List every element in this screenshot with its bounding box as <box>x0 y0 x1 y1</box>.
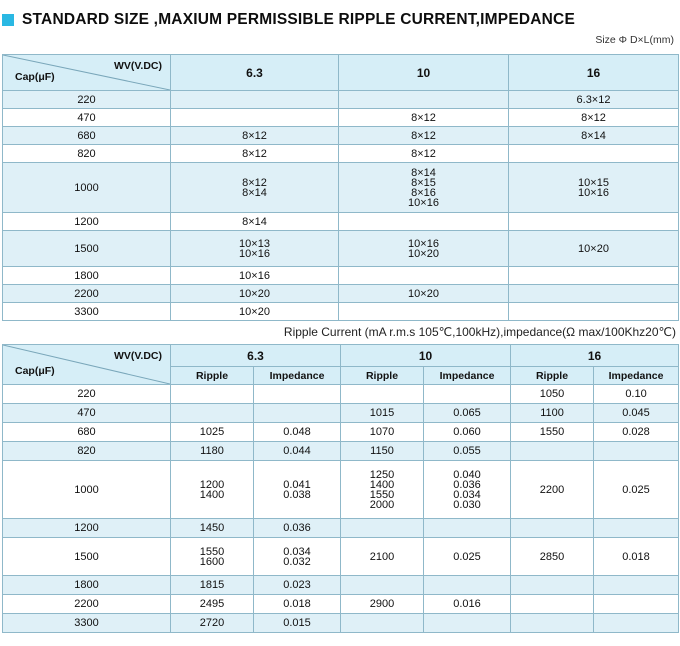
size-cell <box>171 303 339 321</box>
cell-value: 0.018 <box>622 550 650 563</box>
cell-value: 1015 <box>369 407 395 419</box>
size-cell <box>509 303 679 321</box>
cell-value: 1070 <box>369 426 395 438</box>
table-row <box>3 423 679 442</box>
cell-value: 8×14 <box>581 129 606 142</box>
cell-value: 0.023 <box>283 579 311 591</box>
size-cell <box>509 285 679 303</box>
capacitance-cell: 3300 <box>3 614 171 633</box>
capacitance-cell: 220 <box>3 91 171 109</box>
ripple-cell <box>341 442 424 461</box>
ripple-cell <box>341 404 424 423</box>
cell-value: 8×15 <box>411 176 436 189</box>
size-cell <box>339 163 509 213</box>
size-cell <box>339 231 509 267</box>
cell-value: 0.060 <box>453 426 481 438</box>
size-unit-note: Size Φ D×L(mm) <box>595 34 674 46</box>
size-cell <box>171 163 339 213</box>
impedance-cell <box>594 538 679 576</box>
table-row <box>3 595 679 614</box>
cell-value: 8×14 <box>411 166 436 179</box>
cell-value: 10×20 <box>408 287 439 300</box>
capacitance-cell: 1800 <box>3 576 171 595</box>
cell-value: 0.048 <box>283 426 311 438</box>
impedance-cell <box>594 385 679 404</box>
size-cell <box>509 267 679 285</box>
cell-value: 0.028 <box>622 426 650 438</box>
cell-value: 10×20 <box>239 287 270 300</box>
table-row <box>3 538 679 576</box>
table-row <box>3 576 679 595</box>
voltage-header-6.3: 6.3 <box>171 345 341 367</box>
impedance-cell <box>424 442 511 461</box>
cell-value: 2200 <box>539 483 565 496</box>
impedance-cell <box>594 614 679 633</box>
cell-value: 1100 <box>540 407 564 419</box>
impedance-cell <box>254 461 341 519</box>
voltage-header-6.3: 6.3 <box>171 55 339 91</box>
cell-value: 10×16 <box>239 269 270 282</box>
voltage-header-16: 16 <box>511 345 679 367</box>
voltage-header-10: 10 <box>341 345 511 367</box>
cell-value: 0.032 <box>283 555 311 568</box>
capacitance-cell: 470 <box>3 109 171 127</box>
ripple-cell <box>171 576 254 595</box>
size-cell <box>509 213 679 231</box>
standard-size-table <box>2 54 679 321</box>
ripple-cell <box>511 404 594 423</box>
cell-value: 1180 <box>200 445 224 457</box>
size-cell <box>339 267 509 285</box>
cell-value: 1200 <box>199 478 225 491</box>
cell-value: 0.041 <box>283 478 311 491</box>
ripple-cell <box>171 385 254 404</box>
ripple-cell <box>341 461 424 519</box>
size-cell <box>509 109 679 127</box>
cell-value: 6.3×12 <box>576 93 611 106</box>
title-square-icon <box>2 14 14 26</box>
impedance-cell <box>594 404 679 423</box>
capacitance-cell: 470 <box>3 404 171 423</box>
size-cell <box>171 127 339 145</box>
cell-value: 1025 <box>199 426 225 438</box>
impedance-cell <box>424 404 511 423</box>
cell-value: 10×16 <box>239 247 270 260</box>
cell-value: 2100 <box>369 550 395 563</box>
cell-value: 8×12 <box>411 147 436 160</box>
capacitance-cell: 3300 <box>3 303 171 321</box>
ripple-cell <box>511 538 594 576</box>
table-row <box>3 213 679 231</box>
cell-value: 0.036 <box>453 478 481 491</box>
size-cell <box>171 213 339 231</box>
cell-value: 1150 <box>370 445 394 457</box>
wv-cap-header-cell <box>3 345 171 385</box>
ripple-cell <box>171 423 254 442</box>
cell-value: 2720 <box>199 617 225 629</box>
cell-value: 2850 <box>539 550 565 563</box>
cell-value: 0.044 <box>283 445 311 457</box>
table-row <box>3 127 679 145</box>
cell-value: 8×14 <box>242 215 267 228</box>
ripple-cell <box>511 595 594 614</box>
impedance-cell <box>594 595 679 614</box>
cell-value: 0.065 <box>453 407 481 419</box>
table-row <box>3 385 679 404</box>
cell-value: 10×15 <box>578 176 609 189</box>
cell-value: 2900 <box>369 598 395 610</box>
ripple-cell <box>171 461 254 519</box>
impedance-cell <box>424 385 511 404</box>
cell-value: 0.045 <box>622 407 650 419</box>
capacitance-cell: 1500 <box>3 538 171 576</box>
table-row <box>3 267 679 285</box>
impedance-cell <box>254 576 341 595</box>
voltage-header-16: 16 <box>509 55 679 91</box>
capacitance-cell: 820 <box>3 442 171 461</box>
cell-value: 0.030 <box>453 498 481 511</box>
impedance-cell <box>254 595 341 614</box>
cell-value: 1400 <box>199 488 225 501</box>
impedance-cell <box>424 519 511 538</box>
ripple-cell <box>511 461 594 519</box>
page-title: STANDARD SIZE ,MAXIUM PERMISSIBLE RIPPLE CURRENT,IMPEDANCE <box>22 11 575 28</box>
cell-value: 0.015 <box>283 617 311 629</box>
ripple-cell <box>341 576 424 595</box>
ripple-table-body <box>3 385 679 633</box>
capacitance-cell: 680 <box>3 127 171 145</box>
ripple-cell <box>171 519 254 538</box>
table-row <box>3 91 679 109</box>
impedance-cell <box>424 423 511 442</box>
size-cell <box>509 145 679 163</box>
size-cell <box>171 267 339 285</box>
capacitance-cell: 680 <box>3 423 171 442</box>
capacitance-cell: 1200 <box>3 519 171 538</box>
size-cell <box>339 285 509 303</box>
cell-value: 2495 <box>199 598 225 610</box>
ripple-cell <box>341 595 424 614</box>
ripple-cell <box>511 614 594 633</box>
voltage-header-10: 10 <box>339 55 509 91</box>
wv-label: WV(V.DC) <box>113 350 162 362</box>
cell-value: 8×16 <box>411 186 436 199</box>
capacitance-cell: 820 <box>3 145 171 163</box>
capacitance-cell: 220 <box>3 385 171 404</box>
cell-value: 1550 <box>199 545 225 558</box>
cell-value: 0.055 <box>453 445 481 457</box>
ripple-cell <box>511 385 594 404</box>
impedance-cell <box>594 442 679 461</box>
table-row <box>3 303 679 321</box>
impedance-header: Impedance <box>424 367 511 385</box>
size-cell <box>171 91 339 109</box>
cell-value: 8×12 <box>242 147 267 160</box>
ripple-cell <box>341 423 424 442</box>
cell-value: 1050 <box>539 388 565 400</box>
cell-value: 0.040 <box>453 468 481 481</box>
cell-value: 10×20 <box>578 242 609 255</box>
table-row <box>3 519 679 538</box>
impedance-cell <box>254 404 341 423</box>
table-row <box>3 109 679 127</box>
impedance-cell <box>254 538 341 576</box>
impedance-cell <box>254 519 341 538</box>
cell-value: 0.034 <box>283 545 311 558</box>
size-cell <box>171 109 339 127</box>
wv-label: WV(V.DC) <box>113 60 162 72</box>
ripple-cell <box>171 614 254 633</box>
cell-value: 0.016 <box>453 598 481 610</box>
size-cell <box>171 145 339 163</box>
cell-value: 8×12 <box>581 111 606 124</box>
impedance-cell <box>424 576 511 595</box>
size-cell <box>339 145 509 163</box>
impedance-cell <box>254 423 341 442</box>
impedance-cell <box>424 538 511 576</box>
impedance-header: Impedance <box>254 367 341 385</box>
table-row <box>3 404 679 423</box>
cell-value: 0.018 <box>283 598 311 610</box>
cell-value: 0.025 <box>453 550 481 563</box>
size-cell <box>339 127 509 145</box>
table-row <box>3 285 679 303</box>
wv-cap-header-cell <box>3 55 171 91</box>
cell-value: 8×12 <box>242 129 267 142</box>
ripple-impedance-note: Ripple Current (mA r.m.s 105℃,100kHz),impedance(Ω max/100Khz20℃) <box>283 325 676 339</box>
size-cell <box>171 285 339 303</box>
capacitance-cell: 2200 <box>3 595 171 614</box>
impedance-cell <box>594 519 679 538</box>
table-row <box>3 461 679 519</box>
table-row <box>3 442 679 461</box>
cell-value: 1550 <box>539 426 565 438</box>
cell-value: 10×20 <box>408 247 439 260</box>
ripple-impedance-table <box>2 344 679 633</box>
capacitance-cell: 1000 <box>3 163 171 213</box>
impedance-cell <box>424 595 511 614</box>
ripple-cell <box>341 538 424 576</box>
impedance-cell <box>424 461 511 519</box>
size-table-body <box>3 91 679 321</box>
cell-value: 1600 <box>199 555 225 568</box>
cell-value: 10×13 <box>239 237 270 250</box>
capacitance-cell: 1200 <box>3 213 171 231</box>
size-cell <box>339 109 509 127</box>
impedance-cell <box>254 442 341 461</box>
ripple-header: Ripple <box>511 367 594 385</box>
cell-value: 1815 <box>199 579 225 591</box>
table-row <box>3 614 679 633</box>
impedance-cell <box>254 385 341 404</box>
cell-value: 1250 <box>369 468 395 481</box>
cell-value: 10×16 <box>578 186 609 199</box>
impedance-cell <box>594 461 679 519</box>
cell-value: 8×12 <box>411 111 436 124</box>
cell-value: 10×16 <box>408 196 439 209</box>
size-cell <box>509 231 679 267</box>
cap-label: Cap(μF) <box>15 71 55 83</box>
ripple-header: Ripple <box>341 367 424 385</box>
cell-value: 0.036 <box>283 522 311 534</box>
size-cell <box>509 127 679 145</box>
cell-value: 8×14 <box>242 186 267 199</box>
ripple-cell <box>171 595 254 614</box>
cell-value: 0.10 <box>625 388 647 400</box>
capacitance-cell: 1000 <box>3 461 171 519</box>
size-cell <box>339 213 509 231</box>
cell-value: 0.038 <box>283 488 311 501</box>
ripple-cell <box>171 404 254 423</box>
capacitance-cell: 2200 <box>3 285 171 303</box>
ripple-header: Ripple <box>171 367 254 385</box>
capacitance-cell: 1500 <box>3 231 171 267</box>
table-row <box>3 163 679 213</box>
ripple-cell <box>341 614 424 633</box>
ripple-cell <box>511 423 594 442</box>
cell-value: 0.034 <box>453 488 481 501</box>
cell-value: 2000 <box>369 498 395 511</box>
section-header <box>2 10 575 30</box>
impedance-cell <box>594 576 679 595</box>
impedance-cell <box>594 423 679 442</box>
table-row <box>3 145 679 163</box>
cell-value: 8×12 <box>411 129 436 142</box>
impedance-header: Impedance <box>594 367 679 385</box>
size-cell <box>339 303 509 321</box>
ripple-cell <box>341 385 424 404</box>
ripple-cell <box>341 519 424 538</box>
ripple-cell <box>171 538 254 576</box>
ripple-cell <box>511 442 594 461</box>
ripple-cell <box>171 442 254 461</box>
impedance-cell <box>254 614 341 633</box>
size-cell <box>509 163 679 213</box>
cell-value: 10×16 <box>408 237 439 250</box>
cell-value: 1400 <box>369 478 395 491</box>
size-cell <box>171 231 339 267</box>
size-cell <box>509 91 679 109</box>
table-row <box>3 231 679 267</box>
cell-value: 1550 <box>369 488 395 501</box>
impedance-cell <box>424 614 511 633</box>
cell-value: 0.025 <box>622 483 650 496</box>
cap-label: Cap(μF) <box>15 365 55 377</box>
cell-value: 10×20 <box>239 305 270 318</box>
capacitance-cell: 1800 <box>3 267 171 285</box>
ripple-cell <box>511 519 594 538</box>
cell-value: 8×12 <box>242 176 267 189</box>
size-cell <box>339 91 509 109</box>
ripple-cell <box>511 576 594 595</box>
cell-value: 1450 <box>199 522 225 534</box>
